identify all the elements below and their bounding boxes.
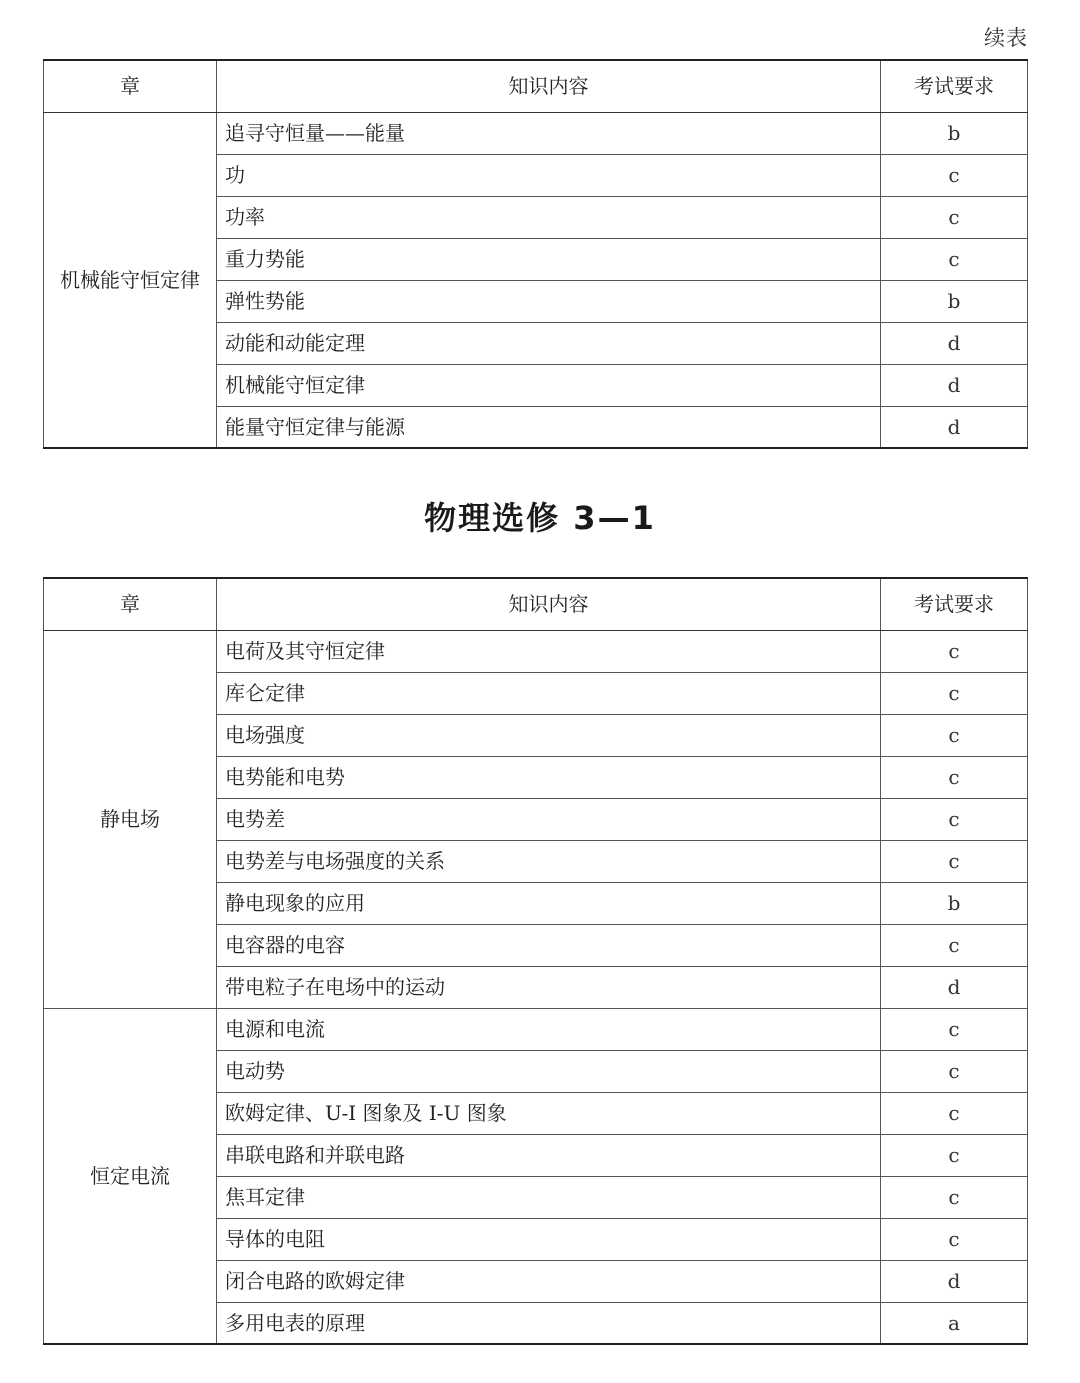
requirement-cell: c: [881, 1134, 1028, 1176]
topic-cell: 电势能和电势: [217, 756, 881, 798]
topic-cell: 电势差与电场强度的关系: [217, 840, 881, 882]
header-content: 知识内容: [217, 578, 881, 630]
requirement-cell: c: [881, 1092, 1028, 1134]
requirement-cell: c: [881, 238, 1028, 280]
topic-cell: 弹性势能: [217, 280, 881, 322]
topic-cell: 机械能守恒定律: [217, 364, 881, 406]
requirement-cell: c: [881, 1218, 1028, 1260]
topic-cell: 功: [217, 154, 881, 196]
requirement-cell: c: [881, 1008, 1028, 1050]
header-requirement: 考试要求: [881, 578, 1028, 630]
topic-cell: 功率: [217, 196, 881, 238]
continued-label: 续表: [984, 26, 1028, 50]
requirement-cell: a: [881, 1302, 1028, 1344]
header-chapter: 章: [44, 60, 217, 112]
section-title: 物理选修 3—1: [424, 499, 656, 537]
chapter-cell: 恒定电流: [44, 1008, 217, 1344]
table-row: [44, 1008, 1028, 1050]
requirement-cell: c: [881, 756, 1028, 798]
requirement-cell: d: [881, 1260, 1028, 1302]
topic-cell: 电动势: [217, 1050, 881, 1092]
requirement-cell: b: [881, 112, 1028, 154]
table-header-row: [44, 60, 1028, 112]
requirement-cell: c: [881, 798, 1028, 840]
topic-cell: 焦耳定律: [217, 1176, 881, 1218]
requirement-cell: b: [881, 280, 1028, 322]
chapter-cell: 静电场: [44, 630, 217, 1008]
topic-cell: 静电现象的应用: [217, 882, 881, 924]
requirement-cell: b: [881, 882, 1028, 924]
topic-cell: 欧姆定律、U-I 图象及 I-U 图象: [217, 1092, 881, 1134]
table-header-row: [44, 578, 1028, 630]
syllabus-table-mechanical-energy: [43, 59, 1028, 449]
requirement-cell: c: [881, 1050, 1028, 1092]
requirement-cell: c: [881, 840, 1028, 882]
requirement-cell: d: [881, 322, 1028, 364]
requirement-cell: c: [881, 196, 1028, 238]
header-content: 知识内容: [217, 60, 881, 112]
topic-cell: 重力势能: [217, 238, 881, 280]
topic-cell: 追寻守恒量——能量: [217, 112, 881, 154]
chapter-cell: 机械能守恒定律: [44, 112, 217, 448]
topic-cell: 电势差: [217, 798, 881, 840]
requirement-cell: c: [881, 1176, 1028, 1218]
topic-cell: 电源和电流: [217, 1008, 881, 1050]
topic-cell: 动能和动能定理: [217, 322, 881, 364]
topic-cell: 串联电路和并联电路: [217, 1134, 881, 1176]
requirement-cell: c: [881, 630, 1028, 672]
requirement-cell: c: [881, 672, 1028, 714]
table-body: [44, 630, 1028, 1344]
topic-cell: 导体的电阻: [217, 1218, 881, 1260]
requirement-cell: d: [881, 406, 1028, 448]
requirement-cell: c: [881, 714, 1028, 756]
topic-cell: 多用电表的原理: [217, 1302, 881, 1344]
topic-cell: 能量守恒定律与能源: [217, 406, 881, 448]
table-row: [44, 630, 1028, 672]
topic-cell: 电容器的电容: [217, 924, 881, 966]
table-body: [44, 112, 1028, 448]
table-row: [44, 112, 1028, 154]
topic-cell: 电场强度: [217, 714, 881, 756]
header-chapter: 章: [44, 578, 217, 630]
header-requirement: 考试要求: [881, 60, 1028, 112]
topic-cell: 带电粒子在电场中的运动: [217, 966, 881, 1008]
topic-cell: 库仑定律: [217, 672, 881, 714]
requirement-cell: d: [881, 364, 1028, 406]
requirement-cell: c: [881, 924, 1028, 966]
requirement-cell: c: [881, 154, 1028, 196]
topic-cell: 电荷及其守恒定律: [217, 630, 881, 672]
requirement-cell: d: [881, 966, 1028, 1008]
syllabus-table-elective-3-1: [43, 577, 1028, 1345]
topic-cell: 闭合电路的欧姆定律: [217, 1260, 881, 1302]
